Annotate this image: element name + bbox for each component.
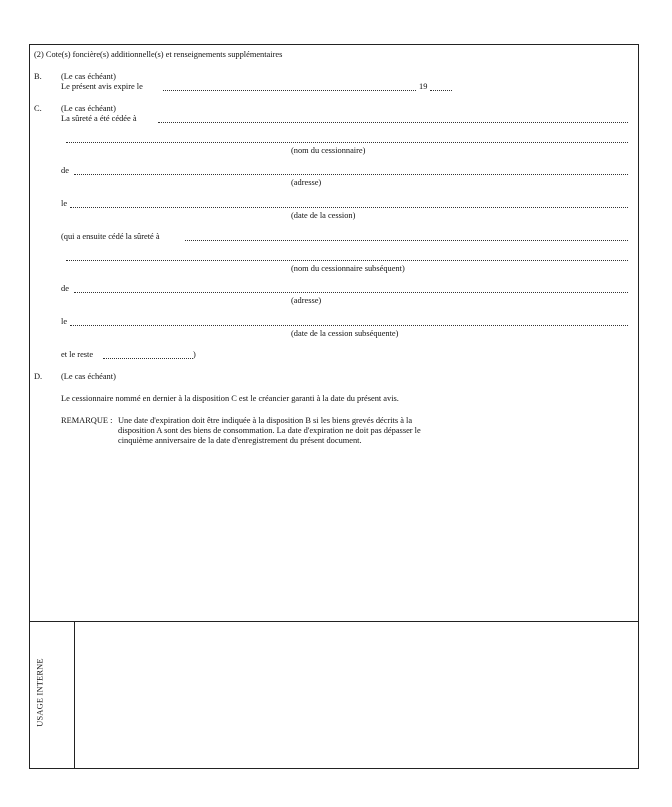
assignee-field-line1[interactable]	[158, 114, 628, 123]
assignee-field-line2[interactable]	[66, 134, 628, 143]
section-b-note: (Le cas échéant)	[61, 72, 116, 81]
section-c-letter: C.	[34, 104, 42, 113]
remark-line-3: cinquième anniversaire de la date d'enregistrement du présent document.	[118, 436, 362, 445]
address-caption: (adresse)	[291, 178, 322, 187]
remark-line-2: disposition A sont des biens de consommation. La date d'expiration ne doit pas dépasser le	[118, 426, 421, 435]
internal-use-label: USAGE INTERNE	[35, 658, 45, 727]
internal-use-area[interactable]	[76, 623, 637, 767]
sub-assignee-field-line2[interactable]	[66, 252, 628, 261]
sub-assignment-date-field[interactable]	[70, 317, 628, 326]
le-label: le	[61, 199, 68, 208]
subsequent-assigned-label: (qui a ensuite cédé la sûreté à	[61, 232, 160, 241]
expiry-label: Le présent avis expire le	[61, 82, 143, 91]
internal-use-divider	[29, 621, 639, 622]
assignee-address-field[interactable]	[74, 166, 628, 175]
de-label: de	[61, 166, 69, 175]
address-caption-2: (adresse)	[291, 296, 322, 305]
assigned-to-label: La sûreté a été cédée à	[61, 114, 137, 123]
section-d-note: (Le cas échéant)	[61, 372, 116, 381]
assignee-caption: (nom du cessionnaire)	[291, 146, 366, 155]
secured-party-statement: Le cessionnaire nommé en dernier à la disposition C est le créancier garanti à la date du présent avis.	[61, 394, 399, 403]
header-text: (2) Cote(s) foncière(s) additionnelle(s) et renseignements supplémentaires	[34, 50, 283, 59]
assignment-date-caption: (date de la cession)	[291, 211, 356, 220]
sub-assignee-field-line1[interactable]	[185, 232, 628, 241]
le-label-2: le	[61, 317, 68, 326]
internal-use-column-divider	[74, 621, 75, 769]
remark-label: REMARQUE :	[61, 416, 113, 425]
reste-label: et le reste	[61, 350, 94, 359]
assignment-date-field[interactable]	[70, 199, 628, 208]
expiry-date-field[interactable]	[163, 82, 416, 91]
reste-close: )	[193, 350, 196, 359]
section-d-letter: D.	[34, 372, 43, 381]
sub-assignment-date-caption: (date de la cession subséquente)	[291, 329, 399, 338]
year-prefix: 19	[419, 82, 428, 91]
remark-line-1: Une date d'expiration doit être indiquée à la disposition B si les biens grevés décrits à la	[118, 416, 413, 425]
section-c-note: (Le cas échéant)	[61, 104, 116, 113]
expiry-year-field[interactable]	[430, 82, 452, 91]
sub-assignee-caption: (nom du cessionnaire subséquent)	[291, 264, 405, 273]
de-label-2: de	[61, 284, 69, 293]
reste-field[interactable]	[103, 350, 193, 359]
sub-assignee-address-field[interactable]	[74, 284, 628, 293]
section-b-letter: B.	[34, 72, 42, 81]
